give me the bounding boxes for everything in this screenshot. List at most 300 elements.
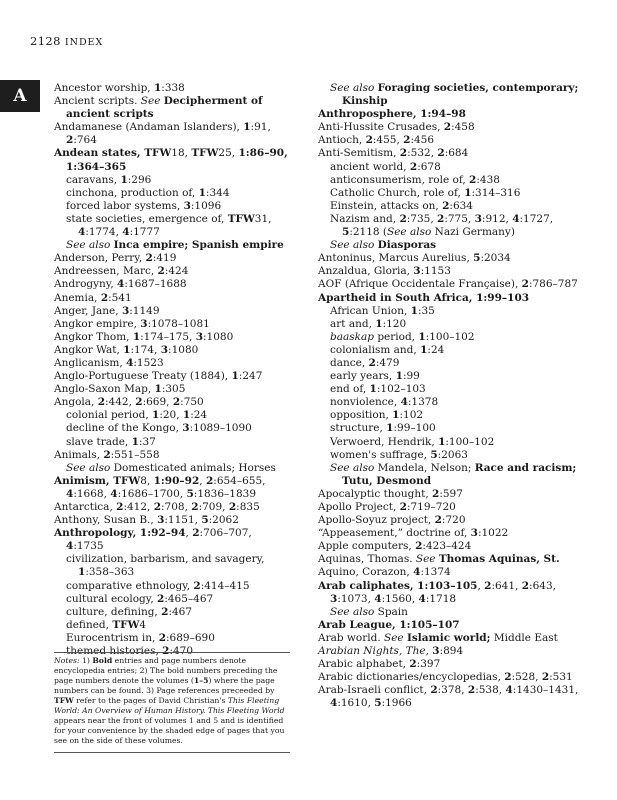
bold-reference: Thomas Aquinas, St. [438, 553, 560, 566]
index-entry [318, 566, 582, 579]
entry-text: :467 [168, 605, 193, 618]
index-subentry [318, 174, 582, 187]
entry-text: entries and page numbers denote encyclopedia entries; 2) The bold numbers preceding the page numbers denote the volumes ( [54, 656, 278, 685]
entry-text: :720 [441, 514, 466, 527]
entry-text: :1966 [381, 697, 412, 710]
bold-reference: 2 [399, 147, 408, 160]
bold-reference: 2 [145, 252, 153, 265]
entry-text: :719–720 [406, 501, 456, 513]
running-head [30, 34, 103, 48]
index-subentry [54, 632, 290, 645]
entry-text: colonialism and, [330, 343, 421, 356]
bold-reference: 2 [409, 658, 417, 671]
entry-text: Andamanese (Andaman Islanders), [54, 121, 244, 134]
page-number: 2128 [30, 34, 61, 48]
index-entry [54, 344, 290, 357]
entry-text: :706–707, [199, 527, 252, 540]
entry-text: decline of the Kongo, [66, 422, 183, 435]
entry-text: :684 [444, 147, 469, 160]
bold-reference: 2 [437, 212, 445, 225]
bold-reference: 1–5 [193, 676, 209, 685]
entry-text: Anger, Jane, [54, 304, 122, 317]
index-subentry [318, 422, 582, 435]
entry-text: :1080 [203, 330, 234, 343]
entry-text: Spain [374, 605, 408, 618]
notes-text [54, 656, 290, 746]
entry-text: cultural ecology, [66, 592, 157, 605]
entry-text: :541 [108, 291, 132, 304]
entry-text: Nazism and, [330, 212, 400, 225]
entry-text: :678 [417, 160, 441, 173]
entry-text: Andreessen, Marc, [54, 265, 158, 278]
bold-reference: Decipherment of ancient scripts [66, 95, 263, 121]
entry-text: Domesticated animals; Horses [110, 461, 276, 474]
index-subentry [54, 174, 290, 187]
bold-reference: 2 [437, 147, 445, 160]
notes-box [54, 652, 290, 753]
entry-text: Anemia, [54, 291, 101, 304]
entry-text: :2118 ( [349, 226, 388, 239]
bold-reference: Race and racism; Tutu, Desmond [342, 461, 577, 487]
index-subentry [318, 370, 582, 383]
bold-reference: 2 [409, 160, 418, 173]
index-entry [54, 265, 290, 278]
index-subentry [54, 409, 290, 422]
bold-reference: 4 [78, 226, 86, 239]
bold-reference: 1 [182, 409, 191, 422]
index-subentry [318, 82, 582, 108]
bold-reference: 1 [438, 435, 446, 448]
entry-text: nonviolence, [330, 396, 401, 409]
bold-reference: 5 [430, 448, 438, 461]
entry-text: :99 [402, 370, 420, 383]
index-subentry [54, 580, 290, 593]
entry-text: :35 [417, 304, 435, 317]
bold-reference: 2 [415, 540, 423, 553]
bold-reference: 2 [116, 501, 124, 513]
index-subentry [318, 187, 582, 200]
entry-text: :634 [449, 199, 473, 212]
bold-reference: Foraging societies, contemporary; Kinship [342, 82, 579, 108]
entry-text: :458 [451, 121, 475, 134]
entry-text: :100–102 [445, 435, 495, 448]
index-column-left [54, 82, 290, 658]
index-subentry [318, 606, 582, 619]
entry-text: :1777 [129, 226, 160, 239]
bold-reference: 2 [192, 527, 200, 540]
index-entry [54, 527, 290, 553]
entry-text: comparative ethnology, [66, 579, 194, 592]
bold-reference: 2 [191, 501, 199, 513]
bold-reference: 4 [512, 212, 520, 225]
index-entry [318, 147, 582, 160]
entry-text: :1153 [420, 265, 451, 278]
bold-reference: Arab League, 1:105–107 [318, 618, 460, 631]
entry-text: Antioch, [318, 134, 366, 147]
entry-text: women's suffrage, [330, 448, 431, 461]
index-entry [54, 292, 290, 305]
bold-reference: 1 [231, 370, 239, 383]
bold-reference: Anthropology, 1:92–94 [54, 527, 186, 540]
bold-reference: 2 [205, 474, 214, 487]
entry-text: :1151, [164, 514, 202, 527]
entry-text: :1836–1839 [193, 487, 257, 500]
bold-reference: 1 [392, 409, 400, 422]
entry-text: :735, [406, 212, 438, 225]
entry-text: themed histories, [66, 645, 163, 658]
index-entry [54, 357, 290, 370]
bold-reference: 2 [172, 396, 181, 409]
bold-reference: 1 [123, 343, 131, 356]
bold-reference: 2 [103, 448, 111, 461]
entry-text: Ancient scripts. [54, 95, 141, 108]
bold-reference: Bold [92, 656, 113, 665]
entry-text: :419 [152, 252, 177, 265]
entry-text: :470 [169, 645, 194, 658]
bold-reference: 3 [182, 422, 190, 435]
index-subentry [54, 239, 290, 252]
entry-text: :1687–1688 [124, 278, 187, 291]
entry-text: Einstein, attacks on, [330, 199, 443, 212]
entry-text: :314–316 [471, 186, 521, 199]
bold-reference: Apartheid in South Africa, 1:99–103 [318, 291, 530, 304]
entry-text: defined, [66, 618, 113, 631]
index-subentry [318, 344, 582, 357]
bold-reference: 4 [122, 226, 130, 239]
bold-reference: Anthroposphere, 1:94–98 [318, 108, 466, 121]
entry-text: caravans, [66, 173, 121, 186]
entry-text: Arabic alphabet, [318, 658, 410, 671]
index-subentry [54, 187, 290, 200]
entry-text: Anderson, Perry, [54, 252, 146, 265]
entry-text: Apocalyptic thought, [318, 487, 433, 500]
bold-reference: 2 [97, 396, 105, 409]
bold-reference: 1 [120, 173, 128, 186]
entry-text: Angola, [54, 396, 98, 409]
bold-reference: 2 [504, 671, 512, 684]
entry-text: Catholic Church, role of, [330, 186, 465, 199]
index-entry [54, 475, 290, 501]
bold-reference: 1 [464, 186, 472, 199]
entry-text: Anglicanism, [54, 356, 127, 369]
bold-reference: 3 [195, 330, 203, 343]
bold-reference: 2 [541, 671, 550, 684]
entry-text: :689–690 [166, 631, 215, 644]
entry-text: 18, [171, 147, 192, 160]
entry-text: :358–363 [85, 566, 135, 579]
index-entry [318, 645, 582, 658]
entry-text: :1374 [420, 566, 451, 579]
bold-reference: 1 [420, 343, 428, 356]
index-entry [318, 632, 582, 645]
bold-reference: 1 [386, 422, 394, 435]
entry-text: Antoninus, Marcus Aurelius, [318, 252, 474, 265]
entry-text: Anzaldua, Gloria, [318, 265, 414, 278]
index-entry [54, 383, 290, 396]
entry-text: Verwoerd, Hendrik, [330, 435, 439, 448]
entry-text: civilization, barbarism, and savagery, [66, 553, 265, 566]
index-entry [54, 252, 290, 265]
bold-reference: 5 [473, 252, 481, 265]
bold-reference: 2 [365, 134, 373, 147]
index-subentry [54, 606, 290, 619]
entry-text: :20, [159, 409, 183, 422]
bold-reference: 4 [400, 396, 408, 409]
cross-reference-label: See also [330, 239, 375, 252]
entry-text: :531 [549, 671, 573, 684]
entry-text: Arab world. [318, 631, 385, 644]
entry-text: Middle East [490, 631, 558, 644]
entry-text: :296 [127, 173, 152, 186]
cross-reference-label: See also [330, 82, 375, 94]
index-entry [318, 527, 582, 540]
entry-text: :1735 [73, 540, 104, 553]
entry-text: colonial period, [66, 409, 152, 422]
entry-text: opposition, [330, 409, 393, 422]
letter-thumb-tab: A [0, 80, 40, 112]
entry-text: :654–655, [213, 474, 266, 487]
index-entry [54, 147, 290, 173]
entry-text: :247 [238, 370, 263, 383]
bold-reference: 2 [157, 592, 165, 605]
bold-reference: 1 [154, 383, 162, 396]
entry-text: :455, [372, 134, 404, 147]
entry-text: anticonsumerism, role of, [330, 173, 470, 186]
entry-text: :414–415 [200, 579, 250, 592]
entry-text: :1078–1081 [147, 317, 210, 330]
entry-text: :643, [529, 579, 556, 592]
entry-text: :37 [138, 435, 156, 448]
entry-text: Nazi Germany) [431, 226, 515, 239]
bold-reference: 2 [100, 291, 109, 304]
bold-reference: 1 [418, 330, 426, 343]
cross-reference-label: See [140, 95, 161, 108]
entry-text: :912, [481, 212, 513, 225]
entry-text: Androgyny, [54, 278, 118, 291]
index-entry [318, 252, 582, 265]
entry-text: :1668, [73, 487, 111, 500]
bold-reference: 4 [413, 566, 421, 579]
entry-text: appears near the front of volumes 1 and 5 and is identified for your convenience by the shaded edge of pages that you see on the side of these volumes. [54, 716, 285, 745]
cross-reference-label: See [415, 553, 436, 566]
index-subentry [54, 422, 290, 435]
bold-reference: 3 [432, 645, 440, 658]
index-entry [54, 278, 290, 291]
entry-text: :1774, [85, 226, 123, 239]
entry-text: :174, [130, 343, 161, 356]
entry-text: Angkor Thom, [54, 330, 133, 343]
bold-reference: 2 [399, 212, 407, 225]
index-subentry [54, 436, 290, 449]
entry-text: refer to the pages of David Christian's [73, 696, 228, 705]
index-entry [318, 580, 582, 606]
index-subentry [54, 593, 290, 606]
entry-text: Anti-Semitism, [318, 147, 400, 160]
entry-text: :1378 [407, 396, 439, 409]
entry-text: :174–175, [140, 330, 196, 343]
bold-reference: Islamic world; [406, 631, 491, 644]
bold-reference: 1 [153, 82, 162, 94]
index-entry [318, 134, 582, 147]
entry-text: :305 [161, 383, 186, 396]
bold-reference: 3 [160, 343, 169, 356]
entry-text: , [477, 579, 485, 592]
bold-reference: 3 [413, 265, 421, 278]
bold-reference: 3 [121, 304, 130, 317]
bold-reference: TFW [112, 618, 140, 631]
entry-text: , [185, 527, 193, 540]
bold-reference: 1 [243, 121, 251, 134]
bold-reference: 2 [161, 605, 169, 618]
entry-text: :120 [382, 317, 407, 330]
entry-text: :2063 [437, 448, 468, 461]
entry-text: :532, [407, 147, 438, 160]
entry-text: AOF (Afrique Occidentale Française), [318, 278, 522, 291]
index-entry [318, 278, 582, 291]
index-subentry [318, 449, 582, 462]
index-subentry [54, 553, 290, 579]
entry-text: Arab-Israeli conflict, [318, 684, 431, 697]
bold-reference: 4 [374, 592, 382, 605]
entry-text: 31, [254, 212, 272, 225]
entry-text: :99–100 [393, 422, 436, 435]
entry-text: :775, [444, 212, 475, 225]
entry-text: Aquino, Corazon, [318, 566, 414, 579]
bold-reference: 1 [131, 435, 139, 448]
entry-text: :538, [475, 684, 506, 697]
index-subentry [54, 213, 290, 239]
bold-reference: Animism, TFW [54, 474, 141, 487]
entry-text: :438 [476, 173, 500, 186]
index-subentry [54, 462, 290, 475]
bold-reference: 2 [368, 356, 376, 369]
bold-reference: 1 [369, 383, 377, 396]
bold-reference: 4 [418, 592, 426, 605]
bold-reference: 4 [117, 278, 125, 291]
bold-reference: 2 [193, 579, 201, 592]
entry-text: :1022 [477, 527, 509, 540]
index-subentry [318, 239, 582, 252]
entry-text: :1610, [337, 697, 375, 710]
bold-reference: TFW [227, 212, 255, 225]
entry-text: 1) [79, 656, 93, 665]
index-entry [54, 121, 290, 147]
entry-text: :1560, [381, 592, 419, 605]
bold-reference: 1 [410, 304, 418, 317]
entry-text: :1096 [190, 199, 222, 212]
entry-text: :1080 [168, 343, 199, 356]
running-head-label: INDEX [64, 37, 104, 48]
entry-text: :1523 [133, 356, 164, 369]
index-subentry [54, 200, 290, 213]
index-subentry [54, 619, 290, 632]
entry-text: :894 [439, 645, 464, 658]
index-entry [54, 318, 290, 331]
entry-text: African Union, [330, 304, 411, 317]
index-entry [318, 108, 582, 121]
entry-text: :397 [416, 658, 441, 671]
bold-reference: 4 [330, 697, 338, 710]
entry-text: :764 [73, 134, 97, 147]
entry-text: culture, defining, [66, 605, 162, 618]
bold-reference: 1 [132, 330, 141, 343]
bold-reference: 2 [228, 501, 237, 513]
index-subentry [318, 161, 582, 174]
bold-reference: 5 [186, 487, 194, 500]
bold-reference: 4 [110, 487, 118, 500]
index-subentry [318, 331, 582, 344]
bold-reference: 2 [432, 487, 440, 500]
entry-text: 25, [218, 147, 239, 160]
entry-text: :465–467 [164, 592, 214, 605]
entry-text: end of, [330, 383, 370, 396]
bold-reference: 4 [66, 540, 74, 553]
bold-reference: 2 [399, 501, 407, 513]
index-entry [54, 396, 290, 409]
index-subentry [318, 436, 582, 449]
bold-reference: 2 [443, 121, 452, 134]
entry-text: dance, [330, 356, 369, 369]
index-subentry [318, 305, 582, 318]
bold-reference: Arab caliphates, 1:103–105 [318, 579, 478, 592]
index-entry [318, 553, 582, 566]
cross-reference-label: See also [66, 461, 111, 474]
entry-text: “Appeasement,” doctrine of, [318, 527, 471, 540]
index-subentry [318, 383, 582, 396]
entry-text: :551–558 [110, 448, 160, 461]
entry-text: :479 [375, 356, 400, 369]
index-entry [54, 95, 290, 121]
index-subentry [318, 396, 582, 409]
entry-text: :709, [198, 501, 229, 513]
entry-text: :338 [161, 82, 185, 94]
index-column-right [318, 82, 582, 711]
entry-text: This Fleeting World [207, 706, 285, 715]
index-entry [54, 82, 290, 95]
bold-reference: 1 [152, 409, 160, 422]
entry-text: :344 [205, 186, 230, 199]
entry-text: :91, [250, 121, 271, 134]
entry-text: :750 [180, 396, 204, 409]
bold-reference: 3 [157, 514, 165, 527]
bold-reference: Inca empire; Spanish empire [113, 239, 284, 252]
bold-reference: 3 [470, 527, 478, 540]
entry-text: structure, [330, 422, 387, 435]
entry-text: :100–102 [425, 330, 475, 343]
bold-reference: 4 [126, 356, 134, 369]
entry-text: art and, [330, 317, 376, 330]
entry-text: forced labor systems, [66, 199, 184, 212]
entry-text: Eurocentrism in, [66, 631, 159, 644]
bold-reference: 2 [157, 265, 165, 278]
index-entry [318, 121, 582, 134]
index-entry [318, 292, 582, 305]
entry-text: :442, [105, 396, 136, 409]
entry-text: 4 [139, 618, 147, 631]
bold-reference: 2 [434, 514, 442, 527]
bold-reference: 5 [201, 514, 209, 527]
index-entry [318, 619, 582, 632]
index-entry [318, 488, 582, 501]
index-subentry [318, 200, 582, 213]
bold-reference: 2 [162, 645, 170, 658]
entry-text: :786–787 [528, 278, 578, 291]
entry-text: Antarctica, [54, 501, 117, 513]
entry-text: , [199, 474, 206, 487]
entry-text: :528, [511, 671, 542, 684]
entry-text: ancient world, [330, 160, 410, 173]
index-entry [54, 331, 290, 344]
